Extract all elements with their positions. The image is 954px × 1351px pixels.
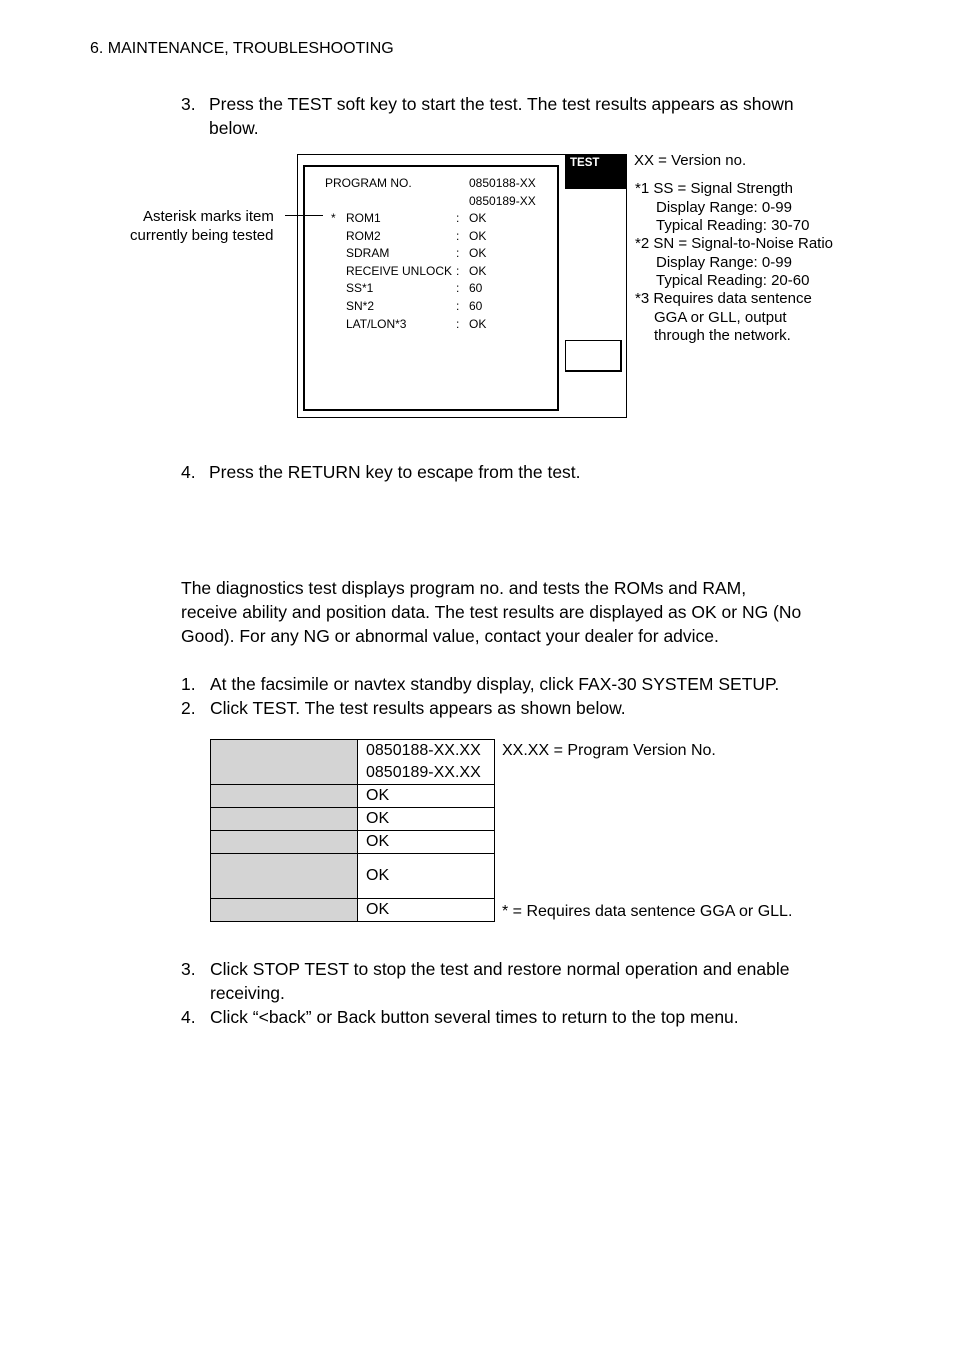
- test-item-value: OK: [469, 246, 487, 260]
- test-item-label: ROM1: [346, 211, 381, 225]
- page-header: 6. MAINTENANCE, TROUBLESHOOTING: [90, 40, 394, 57]
- note-requires: * = Requires data sentence GGA or GLL.: [502, 903, 793, 920]
- test-item-sep: :: [456, 317, 460, 331]
- asterisk-note: Asterisk marks item: [143, 208, 274, 225]
- note-latlon-cont: through the network.: [654, 327, 791, 344]
- test-item-label: SS*1: [346, 281, 374, 295]
- step-3-text: Click STOP TEST to stop the test and restore normal operation and enable: [210, 959, 790, 979]
- table-label-cell: [211, 808, 358, 831]
- step-4-text: Click “<back” or Back button several times to return to the top menu.: [210, 1007, 739, 1027]
- table-value-cell: OK: [358, 785, 495, 808]
- test-item-value: OK: [469, 264, 487, 278]
- table-value-cell: OK: [358, 854, 495, 899]
- note-program-version: XX.XX = Program Version No.: [502, 742, 716, 759]
- step-number: 4.: [181, 462, 196, 482]
- table-value-cell: OK: [358, 899, 495, 922]
- blank-softkey: [565, 340, 622, 372]
- test-item-sep: :: [456, 299, 460, 313]
- program-version-2: 0850189-XX.XX: [366, 764, 481, 781]
- step-3-text-cont: receiving.: [210, 983, 285, 1003]
- step-3-text: Press the TEST soft key to start the test. The test results appears as shown: [209, 94, 794, 114]
- paragraph-line: The diagnostics test displays program no. and tests the ROMs and RAM,: [181, 578, 747, 598]
- table-row: [211, 899, 495, 922]
- paragraph-line: receive ability and position data. The test results are displayed as OK or NG (No: [181, 602, 802, 622]
- note-version: XX = Version no.: [634, 152, 747, 169]
- note-latlon-cont: GGA or GLL, output: [654, 309, 787, 326]
- program-version-1: 0850188-XX.XX: [366, 742, 481, 759]
- test-item-label: LAT/LON*3: [346, 317, 407, 331]
- table-value-cell: OK: [358, 831, 495, 854]
- table-row: [211, 831, 495, 854]
- step-number: 2.: [181, 698, 196, 718]
- table-row: [211, 785, 495, 808]
- step-2-text: Click TEST. The test results appears as shown below.: [210, 698, 626, 718]
- note-ss-range: Display Range: 0-99: [656, 199, 792, 216]
- test-softkey-label: TEST: [570, 157, 600, 169]
- table-label-cell: [211, 785, 358, 808]
- program-value: 0850189-XX: [469, 194, 536, 208]
- table-row: [211, 740, 495, 785]
- note-ss-typical: Typical Reading: 30-70: [656, 217, 810, 234]
- note-ss: *1 SS = Signal Strength: [635, 180, 794, 197]
- test-item-label: RECEIVE UNLOCK: [346, 264, 453, 278]
- test-item-value: OK: [469, 211, 487, 225]
- note-sn-range: Display Range: 0-99: [656, 254, 792, 271]
- step-3-text-cont: below.: [209, 118, 259, 138]
- table-label-cell: [211, 740, 358, 785]
- note-sn: *2 SN = Signal-to-Noise Ratio: [635, 235, 834, 252]
- test-item-label: ROM2: [346, 229, 381, 243]
- program-value: 0850188-XX: [469, 176, 536, 190]
- test-item-sep: :: [456, 281, 460, 295]
- note-latlon: *3 Requires data sentence: [635, 290, 812, 307]
- table-value-cell: OK: [358, 808, 495, 831]
- table-label-cell: [211, 899, 358, 922]
- test-item-sep: :: [456, 264, 460, 278]
- test-item-value: OK: [469, 317, 487, 331]
- asterisk-marker: *: [331, 211, 336, 225]
- table-value-cell: [358, 740, 495, 785]
- step-number: 4.: [181, 1007, 196, 1027]
- table-label-cell: [211, 831, 358, 854]
- step-4-text: Press the RETURN key to escape from the test.: [209, 462, 581, 482]
- test-item-sep: :: [456, 246, 460, 260]
- step-number: 3.: [181, 94, 196, 114]
- paragraph-line: Good). For any NG or abnormal value, contact your dealer for advice.: [181, 626, 719, 646]
- test-softkey: [565, 154, 627, 189]
- test-item-sep: :: [456, 211, 460, 225]
- leader-line: [285, 215, 323, 216]
- test-item-value: OK: [469, 229, 487, 243]
- table-row: [211, 854, 495, 899]
- table-label-cell: [211, 854, 358, 899]
- test-results-table: [210, 739, 495, 922]
- test-item-value: 60: [469, 299, 483, 313]
- test-item-label: SN*2: [346, 299, 375, 313]
- test-item-sep: :: [456, 229, 460, 243]
- table-row: [211, 808, 495, 831]
- step-1-text: At the facsimile or navtex standby display, click FAX-30 SYSTEM SETUP.: [210, 674, 780, 694]
- step-number: 3.: [181, 959, 196, 979]
- test-item-value: 60: [469, 281, 483, 295]
- step-number: 1.: [181, 674, 196, 694]
- asterisk-note-cont: currently being tested: [130, 227, 274, 244]
- program-label: PROGRAM NO.: [325, 176, 412, 190]
- note-sn-typical: Typical Reading: 20-60: [656, 272, 810, 289]
- test-item-label: SDRAM: [346, 246, 390, 260]
